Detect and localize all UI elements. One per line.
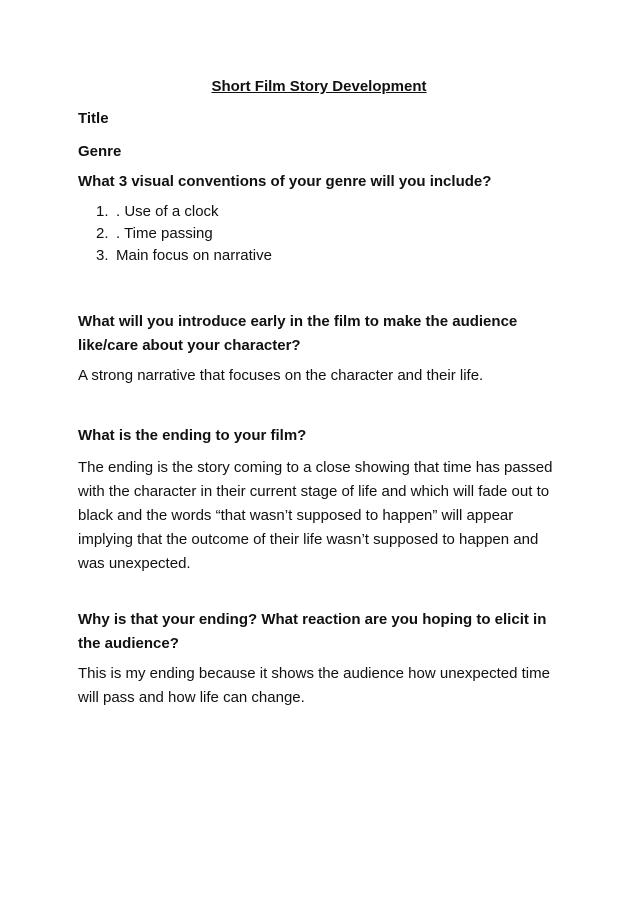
answer-ending-reason: This is my ending because it shows the audience how unexpected time will pass and how life can change. <box>78 665 550 706</box>
list-item-text: . Use of a clock <box>116 203 219 220</box>
list-item <box>78 223 558 245</box>
question-visual-conventions: What 3 visual conventions of your genre will you include? <box>78 173 492 190</box>
question-ending-reason: Why is that your ending? What reaction are you hoping to elicit in the audience? <box>78 611 547 652</box>
answer-audience-care: A strong narrative that focuses on the character and their life. <box>78 367 484 384</box>
answer-ending: The ending is the story coming to a close showing that time has passed with the character in their current stage of life and which will fade out to black and the words “that wasn’t supposed to happen” will appear implying that the outcome of their life wasn’t supposed to happen and was unexpected. <box>78 459 553 572</box>
list-item-text: Main focus on narrative <box>116 247 272 264</box>
question-audience-care: What will you introduce early in the film to make the audience like/care about your character? <box>78 313 518 354</box>
list-item-number: 3. <box>96 247 109 264</box>
genre-label: Genre <box>78 143 122 160</box>
document-title: Short Film Story Development <box>211 78 427 95</box>
list-item-number: 2. <box>96 225 109 242</box>
list-item <box>78 201 558 223</box>
question-ending: What is the ending to your film? <box>78 427 307 444</box>
list-item <box>78 245 558 267</box>
title-label: Title <box>78 110 109 127</box>
list-item-text: . Time passing <box>116 225 213 242</box>
list-item-number: 1. <box>96 203 109 220</box>
conventions-list <box>78 201 558 267</box>
